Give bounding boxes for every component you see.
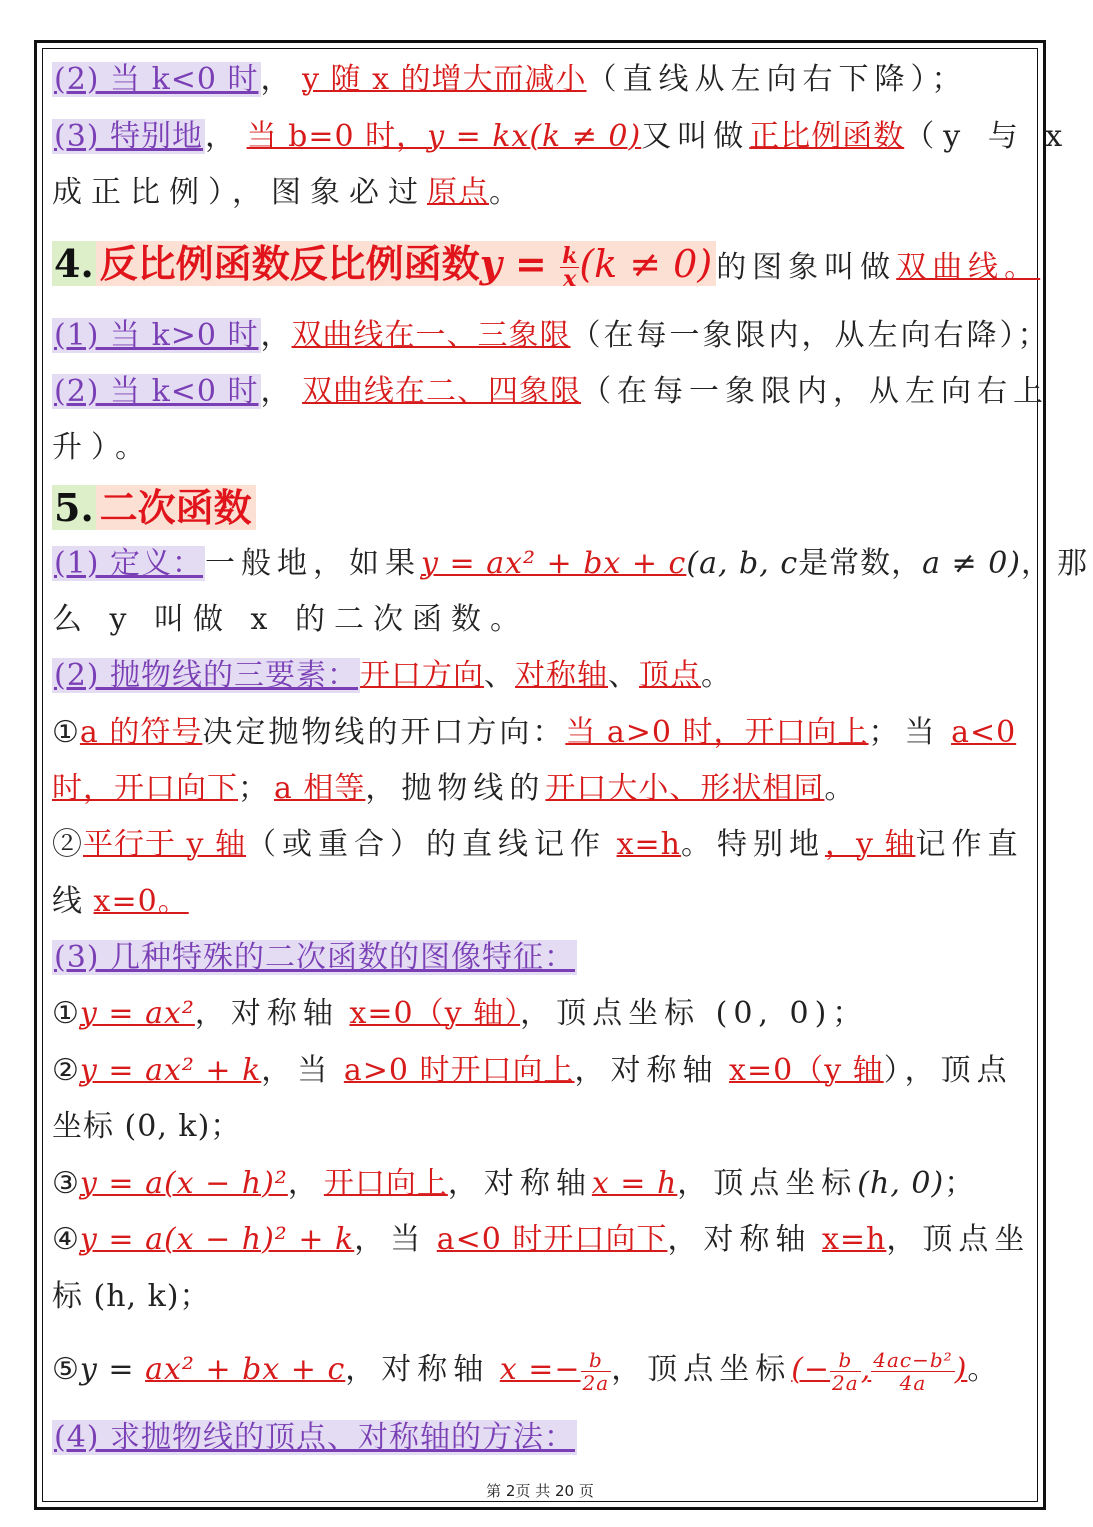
text-line: (3) 特别地， 当 b=0 时，y = kx(k ≠ 0)又叫做正比例函数（y 与 x [54, 119, 1072, 154]
fraction: $\frac{b}{2a}$ [832, 1347, 859, 1395]
text-line: (2) 抛物线的三要素：开口方向、对称轴、顶点。 [54, 658, 733, 693]
key-phrase: 双曲线在一、三象限 [291, 318, 571, 353]
key-phrase: 时，开口向下 [52, 771, 238, 806]
text-line: ②y = ax² + k，当 a>0 时开口向上，对称轴 x=0（y 轴），顶点 [52, 1053, 1013, 1088]
section-number: 5. [54, 485, 94, 530]
key-phrase: 开口方向 [360, 658, 485, 693]
formula: x =− [499, 1352, 581, 1387]
text-line: 成正比例），图象必过原点。 [52, 175, 520, 210]
text-line: ③y = a(x − h)²，开口向上，对称轴x = h，顶点坐标(h, 0)； [52, 1166, 976, 1201]
text-line: (2) 当 k<0 时， y 随 x 的增大而减小（直线从左向右下降）； [54, 62, 968, 97]
key-phrase: 正比例函数 [749, 119, 905, 154]
key-phrase: a 的符号 [79, 715, 203, 750]
item-label: (3) 特别地 [54, 119, 204, 154]
key-phrase: 当 b=0 时， [246, 119, 428, 154]
fraction: $\frac{b}{2a}$ [582, 1347, 610, 1395]
text-line: (1) 定义：一般地，如果y = ax² + bx + c(a, b, c是常数，a ≠ 0)，那 [54, 546, 1093, 581]
text-line: ⑤y = ax² + bx + c，对称轴 x =− $\frac{b}{2a}$ ，顶点坐标(− $\frac{b}{2a}$ , $\frac{\text{4ac−b²}}{4a}$ )。 [52, 1347, 999, 1395]
formula: x = h [591, 1166, 678, 1201]
formula: y = a(x − h)² [79, 1166, 288, 1201]
formula: y = ax² [79, 996, 195, 1031]
text-line: ②平行于 y 轴（或重合）的直线记作 x=h。特别地，y 轴记作直 [52, 827, 1024, 862]
key-phrase: 当 a>0 时，开口向上 [565, 715, 869, 750]
item-label: (3) 几种特殊的二次函数的图像特征： [54, 940, 576, 975]
key-phrase: a<0 时开口向下 [436, 1222, 668, 1257]
section-heading: 4. 反比例函数反比例函数y = $\frac{k}{x}$ (k ≠ 0) 的图象叫做双曲线。 [54, 241, 1041, 292]
item-label: (2) 当 k<0 时 [54, 374, 259, 409]
text-line: 标 (h, k)； [52, 1279, 211, 1314]
text-line: (2) 当 k<0 时， 双曲线在二、四象限（在每一象限内，从左向右上 [54, 374, 1050, 409]
text-line: 么 y 叫做 x 的二次函数。 [52, 602, 530, 637]
item-label: (1) 当 k>0 时 [54, 318, 259, 353]
section-number: 4. [54, 241, 94, 286]
key-phrase: 平行于 y 轴 [83, 827, 247, 862]
key-phrase: 开口大小、形状相同 [545, 771, 825, 806]
key-phrase: 原点 [427, 175, 489, 210]
page-footer: 第 2页 共 20 页 [486, 1482, 594, 1500]
text-line: 时，开口向下；a 相等，抛物线的开口大小、形状相同。 [52, 771, 856, 806]
key-phrase: y 随 x 的增大而减小 [302, 62, 587, 97]
formula: y = ax² + k [79, 1053, 262, 1088]
text-line: (1) 当 k>0 时，双曲线在一、三象限（在每一象限内，从左向右降）； [54, 318, 1051, 353]
text-line [52, 934, 1030, 982]
key-phrase: 对称轴 [515, 658, 609, 693]
fraction: $\frac{\text{4ac−b²}}{4a}$ [873, 1347, 953, 1395]
text-line: 坐标 (0, k)； [52, 1109, 242, 1144]
formula: y = ax² + bx + c [421, 546, 687, 581]
formula: y = a(x − h)² + k [79, 1222, 355, 1257]
key-phrase: ，y 轴 [824, 827, 916, 862]
key-phrase: x=0（y 轴 [729, 1053, 884, 1088]
formula: y = kx(k ≠ 0) [427, 119, 642, 154]
formula: ax² + bx + c [145, 1352, 346, 1387]
key-phrase: x=h [616, 827, 681, 862]
section-title: 反比例函数反比例函数y = $\frac{k}{x}$ (k ≠ 0) [96, 241, 717, 286]
section-title: 二次函数 [96, 485, 256, 530]
key-phrase: x=0（y 轴） [349, 996, 521, 1031]
key-phrase: 双曲线在二、四象限 [302, 374, 582, 409]
item-label: (2) 抛物线的三要素： [54, 658, 359, 693]
key-phrase: 顶点 [639, 658, 702, 693]
text-line: ④y = a(x − h)² + k，当 a<0 时开口向下，对称轴 x=h，顶点坐 [52, 1222, 1031, 1257]
key-phrase: a<0 [951, 715, 1017, 750]
text-line: 线 x=0。 [52, 884, 189, 919]
formula: (− [791, 1352, 831, 1387]
key-phrase: 开口向上 [323, 1166, 448, 1201]
text-line: 升）。 [52, 430, 154, 465]
key-phrase: a>0 时开口向上 [343, 1053, 575, 1088]
text-line: ①y = ax²，对称轴 x=0（y 轴），顶点坐标 (0, 0)； [52, 996, 869, 1031]
key-phrase: x=0。 [93, 884, 189, 919]
item-label: (1) 定义： [54, 546, 204, 581]
key-phrase: x=h [821, 1222, 887, 1257]
key-phrase: a 相等 [274, 771, 366, 806]
item-label: (4) 求抛物线的顶点、对称轴的方法： [54, 1420, 576, 1455]
item-label: (2) 当 k<0 时 [54, 62, 259, 97]
text-line [52, 1414, 1030, 1462]
section-heading [52, 474, 256, 542]
text-line: ①a 的符号决定抛物线的开口方向：当 a>0 时，开口向上；当 a<0 [52, 715, 1017, 750]
